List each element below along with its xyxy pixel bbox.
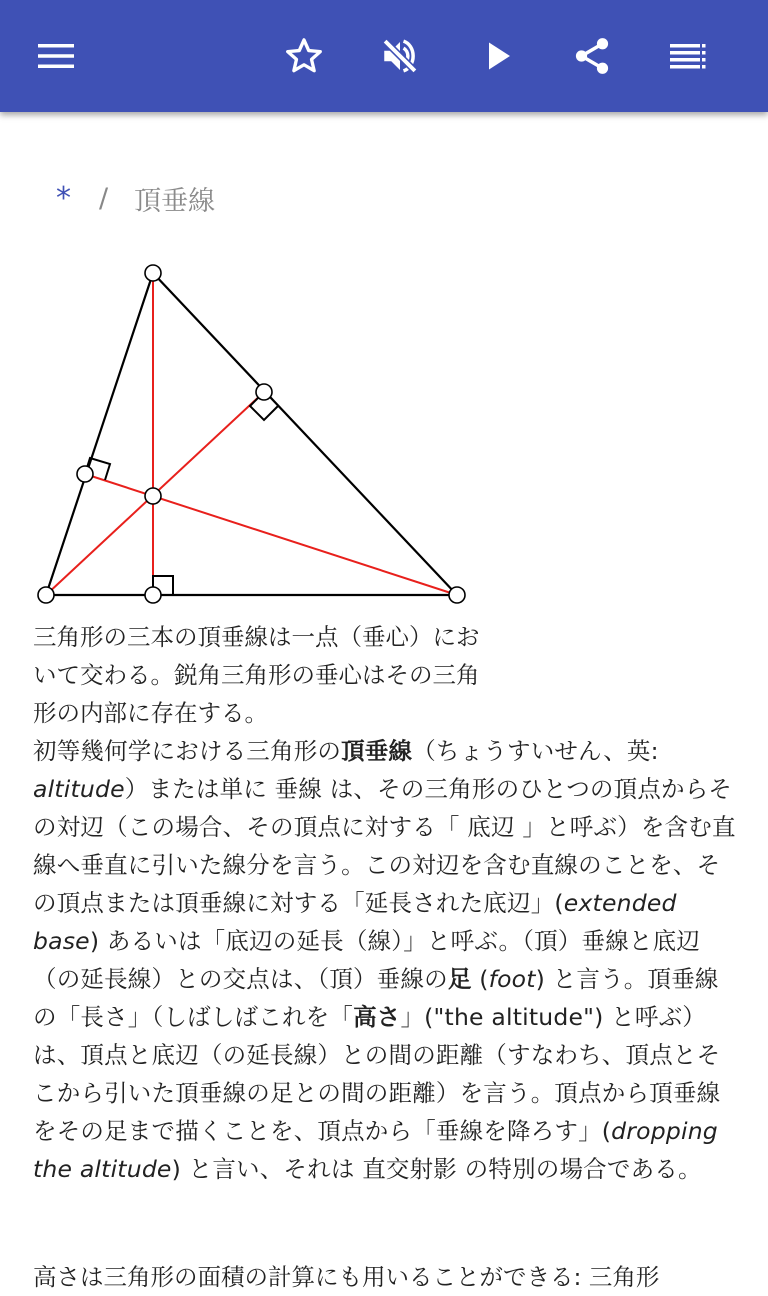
article-text: ）または単に 垂線 は、その三角形のひとつの頂点からその対辺（この場合、その頂点に対する「 底辺 」と呼ぶ）を含む直線へ垂直に引いた線分を言う。この対辺を含む直線のことを、その頂点または頂垂線に対する「延長された底辺」( xyxy=(33,775,736,917)
play-icon[interactable] xyxy=(470,28,526,84)
term-foot: 足 xyxy=(447,965,472,993)
article-paragraph-2: 高さは三角形の面積の計算にも用いることができる: 三角形 xyxy=(33,1263,660,1291)
playlist-icon[interactable] xyxy=(660,28,716,84)
article-text: ) と言う。頂垂線の「長さ」（しばしばこれを「 xyxy=(33,965,719,1031)
breadcrumb-separator: / xyxy=(99,182,109,214)
menu-icon[interactable] xyxy=(28,28,84,84)
breadcrumb xyxy=(56,176,215,220)
term-extended-base: extended base xyxy=(33,889,677,955)
volume-off-icon[interactable] xyxy=(372,28,428,84)
vertex-right xyxy=(449,587,465,603)
term-foot-english: foot xyxy=(488,965,536,993)
breadcrumb-home-link[interactable]: * xyxy=(56,180,71,216)
article-text: 初等幾何学における三角形の xyxy=(33,737,342,765)
term-main: 頂垂線 xyxy=(341,737,413,765)
article-text: ( xyxy=(471,965,489,993)
altitudes-figure[interactable] xyxy=(30,258,475,610)
orthocenter xyxy=(145,488,161,504)
star-icon[interactable] xyxy=(276,28,332,84)
vertex-left xyxy=(38,587,54,603)
term-english: altitude xyxy=(33,775,125,803)
foot-right-side xyxy=(256,384,272,400)
share-icon[interactable] xyxy=(564,28,620,84)
term-dropping: dropping the altitude xyxy=(33,1117,718,1183)
triangle-sides xyxy=(46,273,457,595)
vertex-top xyxy=(145,265,161,281)
article-text: ) と言い、それは 直交射影 の特別の場合である。 xyxy=(171,1155,702,1183)
article-text: ) あるいは「底辺の延長（線）」と呼ぶ。（頂）垂線と底辺（の延長線）との交点は、（頂）垂線の xyxy=(33,927,701,993)
figure-caption: 三角形の三本の頂垂線は一点（垂心）において交わる。鋭角三角形の垂心はその三角形の内部に存在する。 xyxy=(33,623,480,727)
app-bar xyxy=(0,0,768,112)
article-text: （ちょうすいせん、英: xyxy=(412,737,659,765)
article-paragraph xyxy=(33,732,737,1188)
article-text: 」("the altitude") と呼ぶ）は、頂点と底辺（の延長線）との間の距離（すなわち、頂点とそこから引いた頂垂線の足との間の距離）を言う。頂点から頂垂線をその足まで描くことを、頂点から「垂線を降ろす」( xyxy=(33,1003,721,1145)
term-height: 高さ xyxy=(353,1003,401,1031)
breadcrumb-current: 頂垂線 xyxy=(134,185,216,217)
foot-bottom xyxy=(145,587,161,603)
foot-left-side xyxy=(77,466,93,482)
